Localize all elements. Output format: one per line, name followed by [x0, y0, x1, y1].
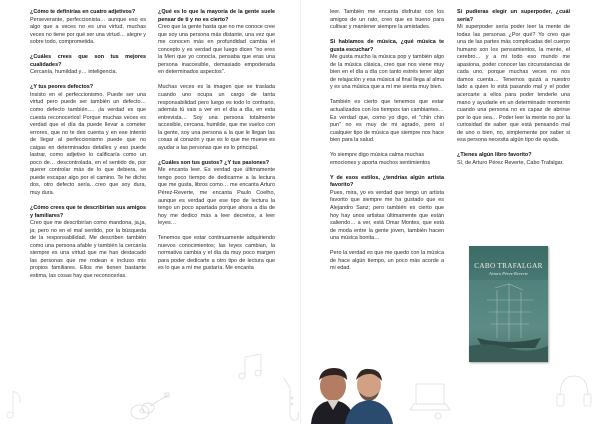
question-artist: Y de esos estilos, ¿tendrías algún artista favorito? — [330, 174, 444, 189]
book-author: Arturo Pérez-Reverte — [488, 271, 529, 276]
book-title: CABO TRAFALGAR — [474, 262, 543, 270]
answer-defects: Insisto en el perfeccionismo. Puede ser una virtud pero puede ser también un defecto… como defecto también…. ¡la verdad es que cuesta reconocerlos! Porque muchas veces es verdad que el día da puede llevar a cometer errores, que no te des cuenta y en ese intento de llegar al perfeccionismo puede que no caigas en determinados detalles y eso puede lastrar, como adjetivo lo calificaría como un poco de… descontrolada, en el sentido de, por querer controlar más de lo que debiera, se puede escapar algo por el camino. Te he dicho dos, otro defecto sería…creo que soy dura, muy dura. — [30, 91, 146, 197]
guitar-icon — [128, 392, 170, 422]
question-defects: ¿Y tus peores defectos? — [30, 84, 94, 91]
answer-passions-cont: Tenemos que estar continuamente adquiriendo nuevos conocimientos; las leyes cambian, la normativa cambia y el día da muy poco margen para poder dedicarte a otro tipo de lectura que es lo que a mí me gustaría. Me encanta — [158, 235, 275, 272]
question-book: ¿Tienes algún libro favorito? — [457, 152, 532, 159]
artists-photo — [297, 358, 401, 424]
question-qualities: ¿Cuáles crees que son tus mejores cualidades? — [30, 54, 146, 68]
answer-perception: Creo que la gente hasta que no me conoce cree que soy una persona más distante, una vez que me conocen más en profundidad cambia el concepto y es verdad que luego dicen "no eres la Meri que yo conocía, pensaba que eras una persona inaccesible, demasiado empoderada en determinados aspectos". — [158, 24, 275, 76]
answer-music-quote: Yo siempre digo música calma muchas emociones y aporta muchos sentimientos — [330, 152, 431, 166]
interview-column-3 — [330, 9, 444, 280]
music-note-icon — [236, 352, 268, 382]
interview-column-4 — [457, 9, 570, 175]
music-note-icon — [2, 385, 32, 421]
answer-superpower: Mi superpoder sería poder leer la mente de todas las personas ¿Por qué? Yo creo que una de las partes más complicadas del cuerpo humano son los pensamientos, la mente, el cerebro… y a mí todo eso mundo me apasiona, poder conocer las circunstancias de cada uno, porque muchas veces no nos damos cuenta… Tenemos quizá a nuestro lado a quien lo está pasando mal y el poder acercarte a ellos para poder tenderle una mano y ayudarle en un determinado momento cuando una persona no es capaz de abrirse por lo que sea… Poder leer la mente no por la curiosidad de saber que está pensando mal de uno o bien, no, simplemente por saber si esa persona necesita algún tipo de ayuda. — [457, 24, 570, 144]
interview-column-2 — [158, 9, 275, 281]
question-passions: ¿Cuáles son tus gustos? ¿Y tus pasiones? — [158, 159, 270, 166]
answer-friends: Creo que me describirían como mandona, ja,ja, ja; pero no en el mal sentido, por la búsqueda de la responsabilidad. Me describen también como una persona afable y también la cercanía siempre es una virtud que me han destacado las personas que me rodean e incluso mis propios familiares. Ellos me tienen bastante estima, las cosas hay que reconocerlas. — [30, 220, 146, 279]
question-friends: ¿Cómo crees que te describirían sus amigos y familiares? — [30, 205, 146, 219]
answer-adjectives: Perseverante, perfeccionista… aunque eso es algo que a veces no es una virtud, muchas veces no tiene por qué ser una virtud… alegre y sobre todo, comprometida. — [30, 16, 146, 46]
question-perception: ¿Qué es lo que la mayoría de la gente suele pensar de ti y no es cierto? — [158, 9, 275, 23]
question-superpower: Si pudieras elegir un superpoder, ¿cuál sería? — [457, 9, 570, 23]
book-cover — [469, 246, 548, 362]
interview-column-1 — [30, 9, 146, 288]
answer-artist: Pues, mira, yo es verdad que tengo un artista favorito que siempre me ha gustado que es Alejandro Sanz; pero también es cierto que hoy hay unos artistas últimamente que están saliendo… a ver, está Omar Montes, que está de moda entre la gente joven, también hacen una música bonita… — [330, 189, 444, 242]
laptop-icon — [408, 380, 452, 420]
answer-music-cont: También es cierto que tenemos que estar actualizados con los tiempos tan cambiantes… Es verdad que, como yo digo, el "chin chin pun" no es muy de mi agrado, pero sí cualquier tipo de música que siempre nos hace bien para la salud. — [330, 99, 444, 144]
answer-perception-cont: Muchas veces es la imagen que se traslada cuando uno ocupa un cargo de tanta responsabilidad pero luego es todo lo contrario, además tú vais a ver en el día a día, en esta entrevista… Soy una persona totalmente accesible, cercana, humilde, que me vuelco con la gente, soy una persona a la que le llegan las cosas al corazón y que es lo que me mueve es ayudar a las personas que es lo principal. — [158, 84, 275, 151]
answer-music: Me gusta mucho la música pop y también algo de la música clásica, creo que nos viene muy bien en el día a día con tanto estrés tener algo de relajación y esa música al final llega al alma y es una música que a mí me sienta muy bien. — [330, 54, 444, 91]
answer-book: Sí, de Arturo Pérez Reverte, Cabo Trafalgar. — [457, 159, 564, 166]
question-adjectives: ¿Cómo te definirías en cuatro adjetivos? — [30, 9, 136, 15]
answer-qualities: Cercanía, humildad y… inteligencia. — [30, 69, 118, 76]
answer-passions: Me encanta leer. Es verdad que últimamente tengo poco tiempo de dedicarme a la lectura que me gusta, libros como… me encanta Arturo Pérez-Reverte, me encanta Paulo Coelho, aunque es verdad que ese tipo de lectura la tengo un poco apartada porque ahora a día de hoy me dedico más a leer decretos, a leer leyes… — [158, 167, 275, 227]
question-music: Si hablamos de música, ¿qué música te gusta escuchar? — [330, 39, 444, 53]
answer-passions-end: leer. También me encanta disfrutar con los amigos de un rato, creo que es bueno para cultivar y mantener siempre la amistades. — [330, 9, 444, 31]
answer-artist-cont: Pero la verdad es que me quedo con la música de hace algún tiempo, un poco más acorde a mi edad. — [330, 250, 444, 272]
book-cover-art — [469, 280, 548, 362]
headphones-icon — [554, 368, 594, 420]
